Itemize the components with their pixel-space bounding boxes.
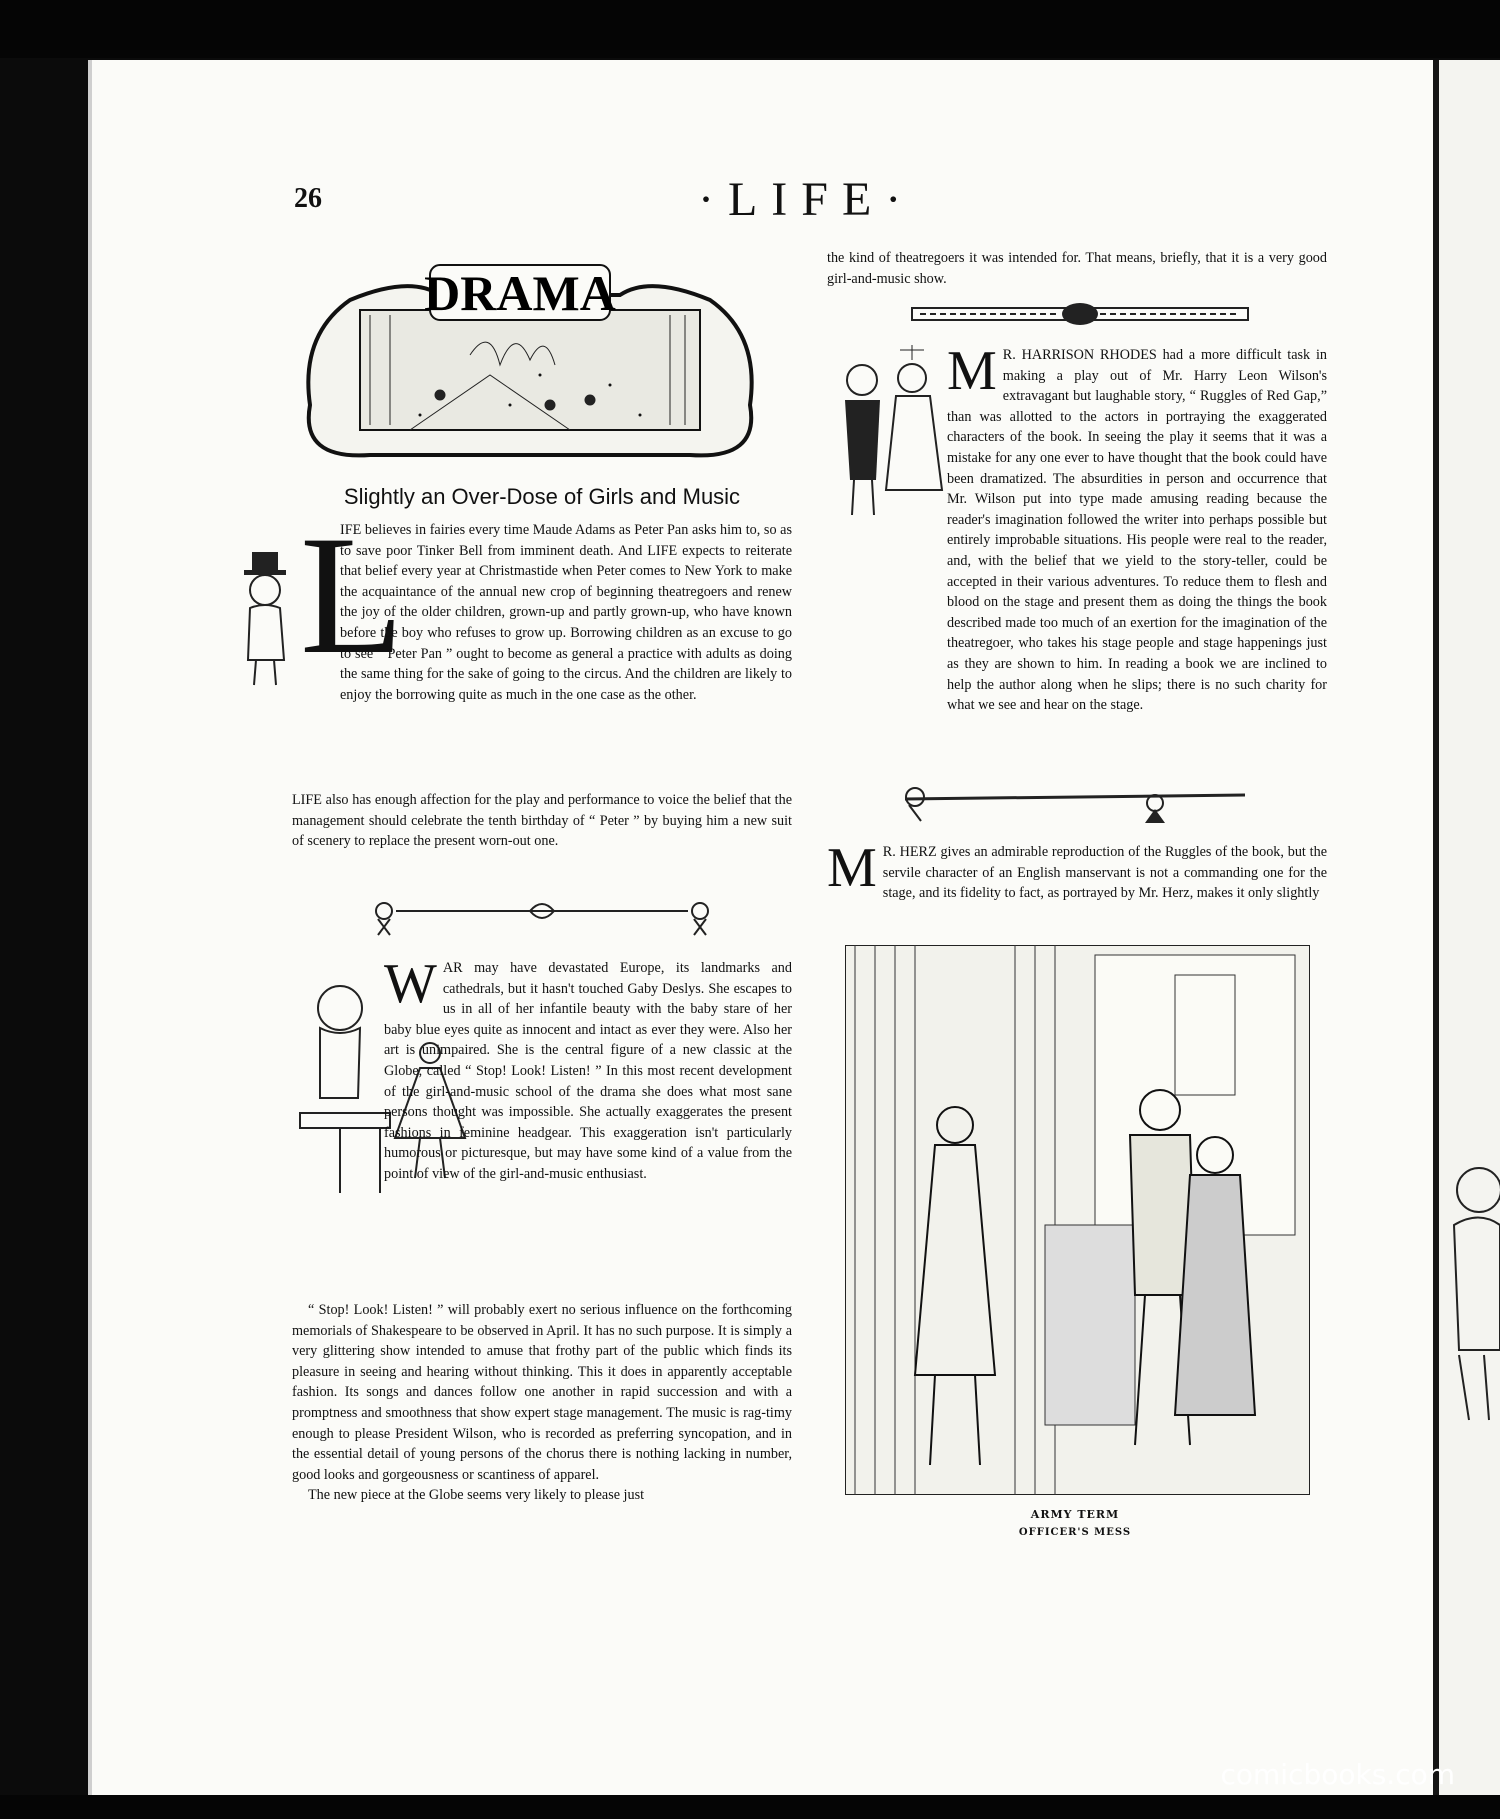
- adjacent-page-edge: [1439, 60, 1500, 1795]
- ornamental-band-divider: [910, 302, 1250, 326]
- article1-para2: LIFE also has enough affection for the play and performance to voice the belief that the management should celebrate the tenth birthday of “ Peter ” by buying him a new suit of scenery to replace the present worn-out one.: [292, 792, 792, 850]
- adjacent-page-figure: [1439, 1150, 1500, 1430]
- page-number: 26: [294, 183, 322, 214]
- article2-para1: AR may have devastated Europe, its landmarks and cathedrals, but it hasn't touched Gaby Deslys. She escapes to us in all of her infantile beauty with the baby stare of her baby blue eyes quite as innocent and intact as ever they were. Also her art is unimpaired. She is the central figure of a new classic at the Globe, called “ Stop! Look! Listen! ” In this most recent development of the girl-and-music school of the drama she does what most sane persons thought was impossible. She actually exaggerates the present fashions in feminine headgear. This exaggeration isn't particularly humorous or picturesque, but may have some kind of a value from the point of view of the girl-and-music enthusiast.: [384, 960, 792, 1182]
- site-watermark: comicbooks.com: [1220, 1758, 1455, 1791]
- drop-cap-m-2: M: [827, 837, 877, 899]
- bottom-border: [0, 1795, 1500, 1819]
- article1-para1: IFE believes in fairies every time Maude Adams as Peter Pan asks him to, so as to save poor Tinker Bell from imminent death. And LIFE expects to reiterate that belief every year at Christmastide when Peter comes to New York to make the acquaintance of the annual new crop of beginning theatregoers and renew the joy of the older children, grown-up and partly grown-up, who have known before the boy who refuses to grow up. Borrowing children as an excuse to go to see “ Peter Pan ” ought to become as general a practice with adults as doing the same thing for the sake of going to the circus. And the children are likely to enjoy the borrowing quite as much in the one case as the other.: [340, 522, 792, 703]
- army-term-illustration: [845, 945, 1310, 1495]
- drama-title: DRAMA: [424, 265, 616, 321]
- article2-para2-text: “ Stop! Look! Listen! ” will probably exert no serious influence on the forthcoming memorials of Shakespeare to be observed in April. It has no such purpose. It is simply a very glittering show intended to amuse that frothy part of the public which finds its pleasure in seeing and hearing without thinking. This it does in apparently acceptable fashion. Its songs and dances follow one another in rapid succession and with a promptness and smoothness that show expert stage management. The music is rag-timy enough to please President Wilson, who is recorded as preferring syncopation, and in the essential detail of young persons of the chorus there is nothing lacking in number, good looks and gorgeousness or scantiness of apparel.: [292, 1302, 792, 1483]
- illustration-caption: ARMY TERM: [1030, 1508, 1120, 1521]
- article4-text: R. HERZ gives an admirable reproduction of the Ruggles of the book, but the servile character of an English manservant is not a commanding one for the stage, and its fidelity to fact, as portrayed by Mr. Herz, makes it only slightly: [882, 844, 1327, 902]
- top-border: [0, 0, 1500, 58]
- article-title: Slightly an Over-Dose of Girls and Music: [343, 484, 741, 509]
- seesaw-divider: [895, 785, 1255, 825]
- article2-para3-text: The new piece at the Globe seems very likely to please just: [308, 1487, 645, 1504]
- drop-cap-l: L: [300, 501, 404, 689]
- article4-intro: [827, 837, 1327, 904]
- drop-cap-m: M: [947, 340, 997, 402]
- masthead: ·LIFE·: [698, 173, 916, 226]
- continuation-text: the kind of theatregoers it was intended for. That means, briefly, that it is a very good girl-and-music show.: [827, 250, 1327, 287]
- drop-cap-w: W: [384, 953, 437, 1015]
- ornamental-divider: [370, 897, 715, 939]
- article2-intro: [292, 953, 792, 1185]
- article3-intro: [827, 340, 1327, 716]
- article3-text: R. HARRISON RHODES had a more difficult task in making a play out of Mr. Harry Leon Wilson's extravagant but laughable story, “ Ruggles of Red Gap,” than was allotted to the actors in portraying the exaggerated characters of the book. In seeing the play it seems that it was a mistake for any one ever to have thought that the book could have been dramatized. The absurdities in person and occurrence that Mr. Wilson put into type made amusing reading because the reader's imagination followed the writer into perhaps possible but entirely improbable situations. His people were real to the reader, and, with the belief that we yield to the story-teller, could be accepted in their various adventures. To reduce them to flesh and blood on the stage and present them as doing the things the book described made too much of an exertion for the imagination of the theatregoer, who takes his stage people and stage happenings just as they are shown to him. In reading a book we are inclined to help the author along when he slips; there is no such charity for what we see and hear on the stage.: [947, 347, 1327, 714]
- drama-header-illustration: [290, 255, 765, 470]
- illustration-subcaption: OFFICER'S MESS: [1018, 1527, 1132, 1538]
- article2-para2: [292, 1300, 792, 1506]
